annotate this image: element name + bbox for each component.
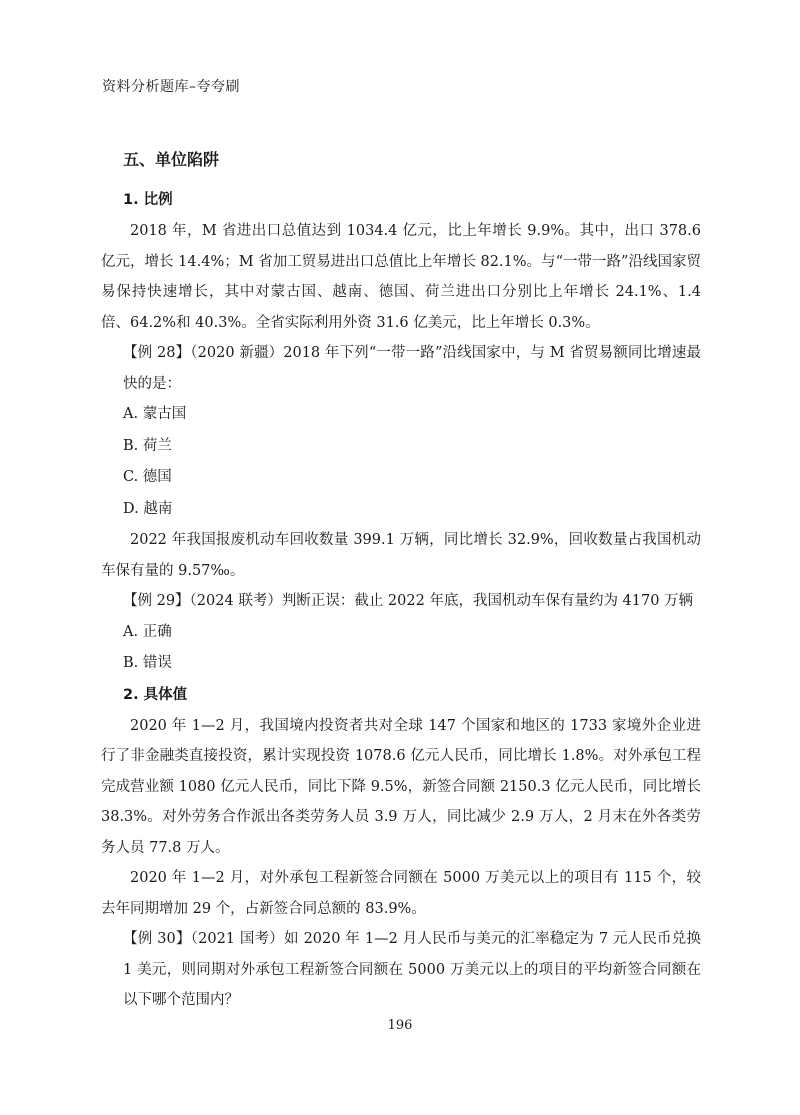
paragraph-contract-projects: 2020 年 1—2 月，对外承包工程新签合同额在 5000 万美元以上的项目有 115 个，较去年同期增加 29 个，占新签合同总额的 83.9%。: [101, 870, 701, 917]
running-header: 资料分析题库–夸夸刷: [102, 79, 240, 95]
q28-option-c: C. 德国: [123, 469, 172, 485]
q29-option-b: B. 错误: [123, 655, 172, 671]
q29-option-a: A. 正确: [123, 623, 172, 640]
section-title: 五、单位陷阱: [123, 150, 220, 169]
question-28: 【例 28】（2020 新疆）2018 年下列“一带一路”沿线国家中，与 M 省贸易额同比增速最快的是：: [123, 345, 701, 392]
page-content: [101, 147, 701, 1016]
q28-option-a: A. 蒙古国: [123, 406, 187, 422]
q28-option-d: D. 越南: [123, 500, 173, 517]
question-29: 【例 29】（2024 联考）判断正误：截止 2022 年底，我国机动车保有量约为 4170 万辆: [123, 593, 694, 609]
q28-option-b: B. 荷兰: [123, 437, 172, 454]
page-number: 196: [387, 1018, 413, 1033]
subheading-specific-value: 2. 具体值: [123, 686, 188, 703]
paragraph-vehicle-recycling: 2022 年我国报废机动车回收数量 399.1 万辆，同比增长 32.9%，回收数量占我国机动车保有量的 9.57‰。: [101, 532, 701, 579]
question-30: 【例 30】（2021 国考）如 2020 年 1—2 月人民币与美元的汇率稳定为 7 元人民币兑换 1 美元，则同期对外承包工程新签合同额在 5000 万美元以上的项目的平均新签合同额在以下哪个范围内？: [123, 931, 701, 1008]
paragraph-outbound-investment: 2020 年 1—2 月，我国境内投资者共对全球 147 个国家和地区的 1733 家境外企业进行了非金融类直接投资，累计实现投资 1078.6 亿元人民币，同比增长 1.8%。对外承包工程完成营业额 1080 亿元人民币，同比下降 9.5%，新签合同额 2150.3 亿元人民币，同比增长 38.3%。对外劳务合作派出各类劳务人员 3.9 万人，同比减少 2.9 万人，2 月末在外各类劳务人员 77.8 万人。: [101, 717, 701, 856]
paragraph-m-province-trade: 2018 年，M 省进出口总值达到 1034.4 亿元，比上年增长 9.9%。其中，出口 378.6 亿元，增长 14.4%；M 省加工贸易进出口总值比上年增长 82.1%。与“一带一路”沿线国家贸易保持快速增长，其中对蒙古国、越南、德国、荷兰进出口分别比上年增长 24.1%、1.4 倍、64.2%和 40.3%。全省实际利用外资 31.6 亿美元，比上年增长 0.3%。: [101, 223, 701, 331]
subheading-ratio: 1. 比例: [123, 192, 173, 208]
